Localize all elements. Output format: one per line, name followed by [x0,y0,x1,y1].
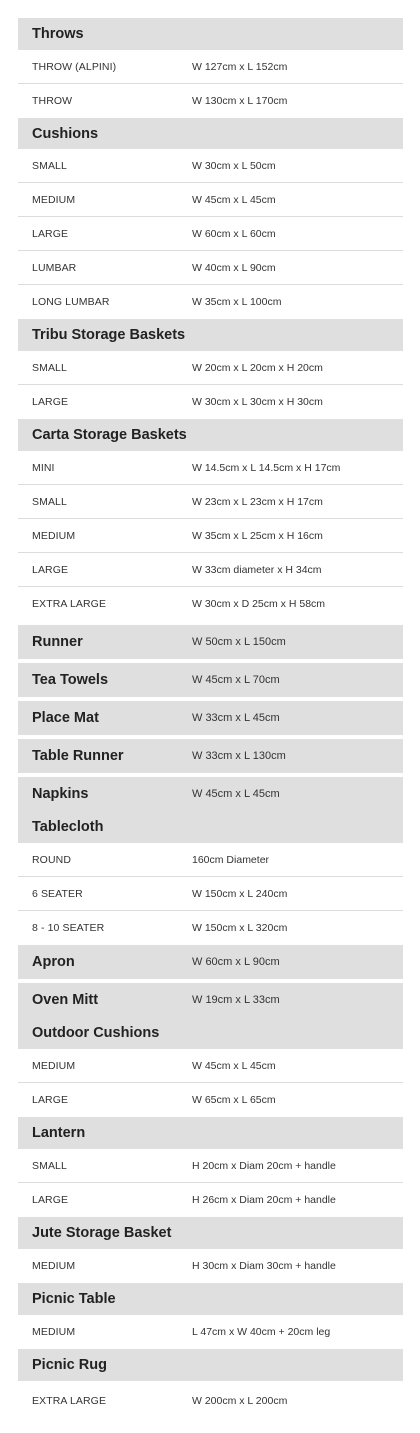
size-label: SMALL [32,495,67,508]
table-row [18,451,403,485]
size-dimensions: W 14.5cm x L 14.5cm x H 17cm [192,461,341,474]
table-row [18,519,403,553]
size-dimensions: W 35cm x L 100cm [192,296,282,308]
size-dimensions: W 30cm x L 50cm [192,159,276,172]
table-row [18,385,403,419]
section-header-tablecloth [18,811,403,843]
size-dimensions: W 200cm x L 200cm [192,1395,288,1407]
section-dimensions: W 33cm x L 45cm [192,712,280,724]
table-row [18,149,403,183]
size-label: MINI [32,461,55,474]
section-title: Tea Towels [32,672,109,688]
size-label: LARGE [32,227,69,240]
size-dimensions: 160cm Diameter [192,853,270,866]
section-header-napkins [18,777,403,811]
table-row [18,485,403,519]
section-header-picnic-rug [18,1349,403,1381]
section-dimensions: W 45cm x L 70cm [192,674,280,686]
size-dimensions: H 26cm x Diam 20cm + handle [192,1194,336,1206]
table-row [18,251,403,285]
section-dimensions: W 50cm x L 150cm [192,636,286,648]
table-row [18,351,403,385]
size-guide-table [18,18,403,1421]
size-dimensions: W 30cm x L 30cm x H 30cm [192,396,323,408]
size-label: EXTRA LARGE [32,1395,107,1407]
size-dimensions: W 23cm x L 23cm x H 17cm [192,495,323,508]
size-dimensions: W 35cm x L 25cm x H 16cm [192,529,323,542]
size-label: THROW (ALPINI) [32,60,117,73]
table-row [18,877,403,911]
size-label: LARGE [32,1094,69,1106]
size-label: LONG LUMBAR [32,296,110,308]
size-label: LARGE [32,1194,69,1206]
size-label: LARGE [32,563,69,576]
table-row [18,553,403,587]
size-dimensions: W 30cm x D 25cm x H 58cm [192,598,326,610]
section-header-tea-towels [18,663,403,697]
size-dimensions: W 130cm x L 170cm [192,95,288,107]
section-header-tribu-storage-baskets [18,319,403,351]
size-label: 8 - 10 SEATER [32,922,105,934]
size-label: MEDIUM [32,1059,76,1072]
section-title: Tablecloth [32,819,104,835]
table-row [18,1149,403,1183]
section-header-place-mat [18,701,403,735]
size-label: MEDIUM [32,1326,76,1338]
table-row [18,217,403,251]
table-row [18,911,403,945]
table-row [18,1183,403,1217]
section-title: Tribu Storage Baskets [32,327,186,343]
section-title: Throws [32,26,84,42]
size-dimensions: W 45cm x L 45cm [192,1059,276,1072]
section-title: Cushions [32,125,99,142]
size-label: THROW [32,95,73,107]
size-dimensions: W 150cm x L 240cm [192,887,288,900]
size-dimensions: L 47cm x W 40cm + 20cm leg [192,1326,331,1338]
size-dimensions: W 20cm x L 20cm x H 20cm [192,361,323,374]
section-header-jute-storage-basket [18,1217,403,1249]
size-label: EXTRA LARGE [32,598,107,610]
section-header-lantern [18,1117,403,1149]
section-title: Runner [32,634,83,650]
section-header-table-runner [18,739,403,773]
section-header-apron [18,945,403,979]
size-label: MEDIUM [32,193,76,206]
section-title: Outdoor Cushions [32,1025,160,1041]
size-label: LARGE [32,396,69,408]
section-dimensions: W 45cm x L 45cm [192,788,280,800]
size-label: ROUND [32,853,71,866]
size-dimensions: W 33cm diameter x H 34cm [192,563,322,576]
size-dimensions: W 60cm x L 60cm [192,227,276,240]
table-row [18,1049,403,1083]
table-row [18,84,403,118]
section-title: Napkins [32,786,89,802]
table-row [18,587,403,621]
table-row [18,50,403,84]
section-header-carta-storage-baskets [18,419,403,451]
size-label: SMALL [32,159,67,172]
section-dimensions: W 19cm x L 33cm [192,994,280,1006]
section-title: Place Mat [32,710,99,726]
size-label: 6 SEATER [32,887,83,900]
table-row [18,183,403,217]
table-row [18,1249,403,1283]
size-dimensions: W 45cm x L 45cm [192,193,276,206]
table-row [18,1315,403,1349]
section-title: Table Runner [32,748,124,764]
table-row [18,1083,403,1117]
size-label: LUMBAR [32,261,77,274]
table-row [18,285,403,319]
size-dimensions: H 30cm x Diam 30cm + handle [192,1260,336,1272]
section-title: Picnic Rug [32,1357,107,1373]
section-title: Oven Mitt [32,992,99,1008]
section-header-runner [18,625,403,659]
table-row [18,1381,403,1421]
size-dimensions: H 20cm x Diam 20cm + handle [192,1159,336,1172]
size-label: SMALL [32,1159,67,1172]
section-header-throws [18,18,403,50]
section-title: Picnic Table [32,1291,116,1307]
size-label: SMALL [32,361,67,374]
section-header-outdoor-cushions [18,1017,403,1049]
section-title: Lantern [32,1125,86,1141]
size-dimensions: W 127cm x L 152cm [192,60,288,73]
section-title: Jute Storage Basket [32,1225,172,1241]
section-title: Carta Storage Baskets [32,427,187,443]
section-dimensions: W 60cm x L 90cm [192,956,280,968]
size-dimensions: W 150cm x L 320cm [192,922,288,934]
table-row [18,843,403,877]
section-dimensions: W 33cm x L 130cm [192,750,286,762]
section-title: Apron [32,954,75,970]
section-header-cushions [18,118,403,149]
size-dimensions: W 65cm x L 65cm [192,1094,276,1106]
size-label: MEDIUM [32,1260,76,1272]
section-header-picnic-table [18,1283,403,1315]
size-dimensions: W 40cm x L 90cm [192,261,276,274]
section-header-oven-mitt [18,983,403,1017]
size-label: MEDIUM [32,529,76,542]
